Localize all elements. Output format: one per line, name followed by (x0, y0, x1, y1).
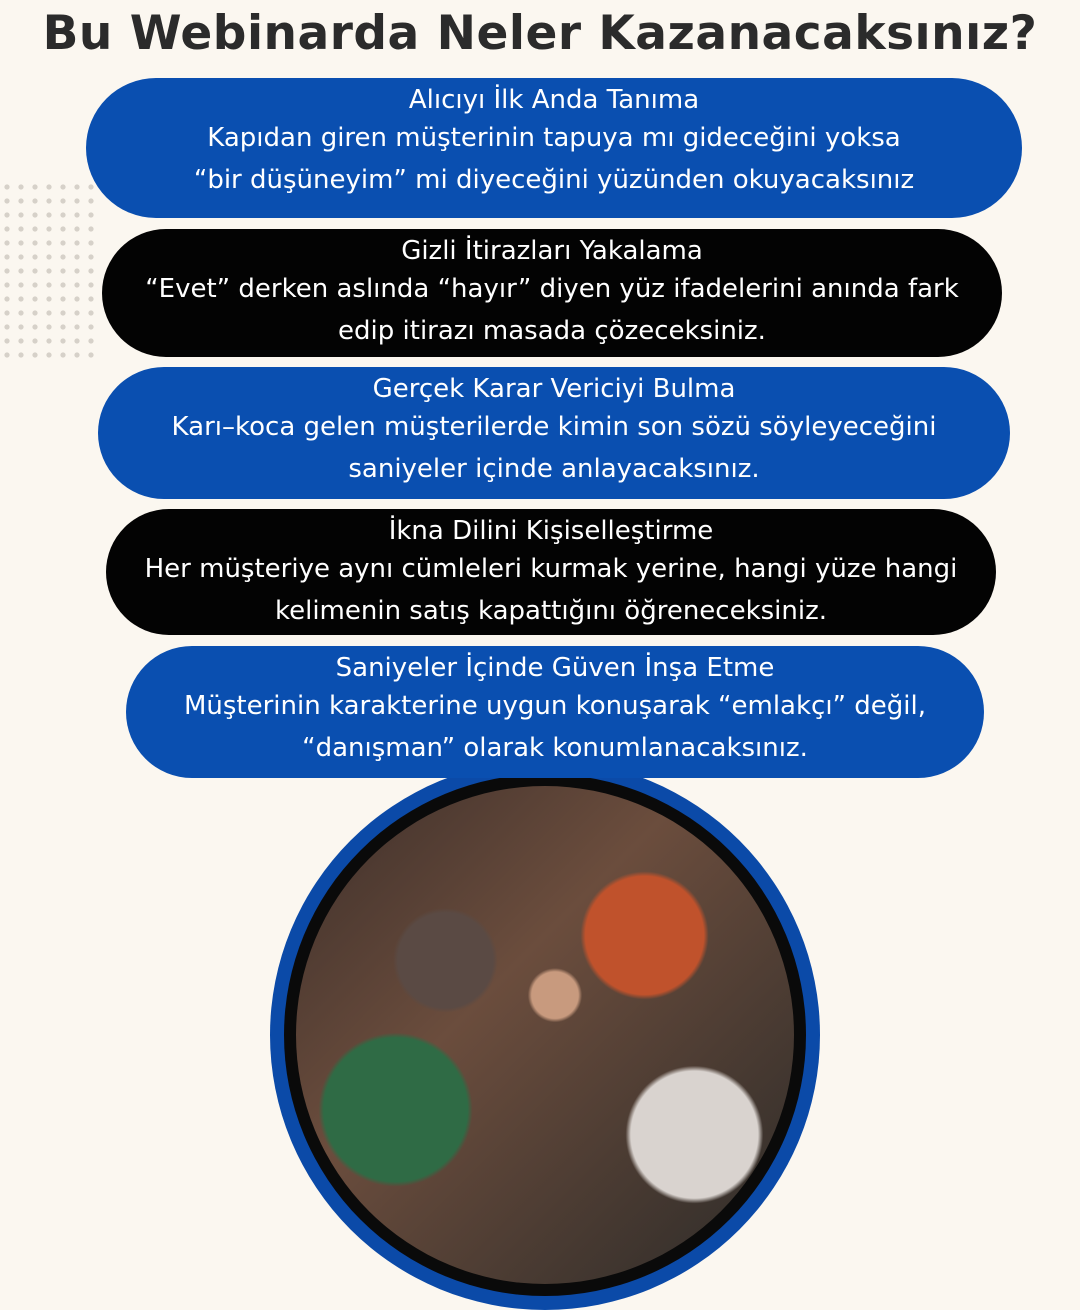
benefit-card-heading: Alıcıyı İlk Anda Tanıma (408, 85, 700, 115)
photo-frame (270, 760, 820, 1310)
benefit-card-text: Her müşteriye aynı cümleleri kurmak yerine, hangi yüze hangi (144, 554, 958, 584)
benefit-card-heading: İkna Dilini Kişiselleştirme (388, 516, 714, 546)
benefit-card-text: “danışman” olarak konumlanacaksınız. (302, 733, 808, 763)
benefit-card-3 (98, 367, 1010, 499)
benefit-card-text: Karı–koca gelen müşterilerde kimin son sözü söyleyeceğini (171, 412, 937, 442)
benefit-card-text: Müşterinin karakterine uygun konuşarak “emlakçı” değil, (183, 691, 927, 721)
benefit-card-5 (126, 646, 984, 778)
photo-frame-inner (284, 774, 806, 1296)
benefit-card-2 (102, 229, 1002, 357)
benefit-card-text: “Evet” derken aslında “hayır” diyen yüz ifadelerini anında fark (145, 274, 959, 304)
benefit-card-text: saniyeler içinde anlayacaksınız. (348, 454, 760, 484)
benefit-card-text: edip itirazı masada çözeceksiniz. (338, 316, 766, 346)
page-title: Bu Webinarda Neler Kazanacaksınız? (42, 6, 1038, 61)
benefit-card-1 (86, 78, 1022, 218)
benefit-card-heading: Gizli İtirazları Yakalama (401, 236, 703, 266)
team-fist-bump-photo (296, 786, 794, 1284)
benefit-card-text: Kapıdan giren müşterinin tapuya mı gideceğini yoksa (207, 123, 901, 153)
benefit-card-heading: Gerçek Karar Vericiyi Bulma (372, 374, 736, 404)
decorative-dot-pattern (0, 180, 100, 360)
benefit-card-heading: Saniyeler İçinde Güven İnşa Etme (335, 653, 775, 683)
benefit-card-text: kelimenin satış kapattığını öğreneceksiniz. (274, 596, 828, 626)
benefit-card-text: “bir düşüneyim” mi diyeceğini yüzünden okuyacaksınız (193, 165, 915, 195)
benefit-card-4 (106, 509, 996, 635)
